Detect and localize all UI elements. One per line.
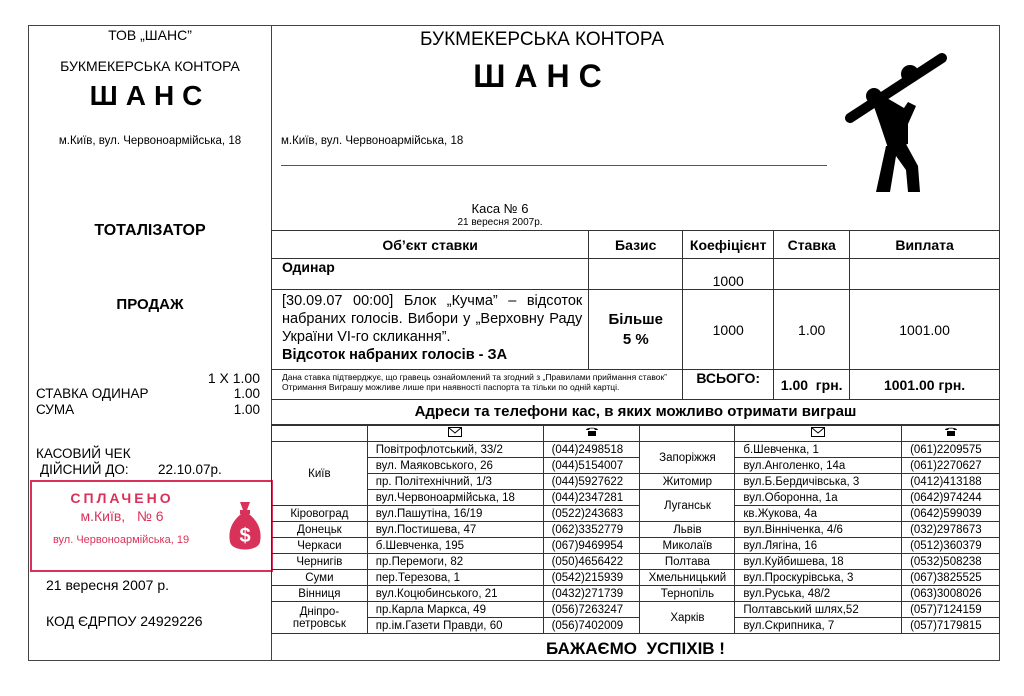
col-payout: Виплата [850, 231, 1000, 259]
phone-cell: (0642)599039 [902, 506, 1000, 522]
address-cell: б.Шевченка, 195 [367, 538, 543, 554]
phone-cell: (0532)508238 [902, 554, 1000, 570]
address-cell: вул.Червоноармійська, 18 [367, 490, 543, 506]
phone-cell: (0512)360379 [902, 538, 1000, 554]
phone-cell: (056)7402009 [543, 618, 640, 634]
phone-cell: (044)5927622 [543, 474, 640, 490]
bet-table [271, 230, 1000, 400]
bet-event-detail: Відсоток набраних голосів - ЗА [282, 347, 508, 363]
address-cell: вул. Маяковського, 26 [367, 458, 543, 474]
address-row [272, 618, 1000, 634]
total-label: ВСЬОГО: [683, 370, 774, 400]
phone-cell: (0432)271739 [543, 586, 640, 602]
city-name: Луганськ [640, 490, 735, 522]
bet-coef: 1000 [683, 290, 774, 370]
phone-cell: (063)3008026 [902, 586, 1000, 602]
header-rule [281, 165, 827, 166]
baseball-player-icon [842, 46, 962, 196]
address-cell: пр.Перемоги, 82 [367, 554, 543, 570]
address-row [272, 474, 1000, 490]
left-date: 21 вересня 2007 р. [46, 577, 170, 593]
header-date: 21 вересня 2007р. [457, 217, 543, 228]
address-cell: вул.Пашутіна, 16/19 [367, 506, 543, 522]
stamp-address: вул. Червоноармійська, 19 [52, 534, 190, 546]
bet-type-stake [774, 259, 850, 290]
col-basis: Базис [589, 231, 683, 259]
address-row [272, 602, 1000, 618]
city-name: Київ [272, 442, 368, 506]
sum-label: СУМА [36, 402, 75, 417]
addresses-title: Адреси та телефони кас, в яких можливо отримати виграш [414, 403, 857, 420]
left-company: ТОВ „ШАНС” [108, 27, 192, 43]
address-header-cell [272, 426, 368, 442]
address-cell: б.Шевченка, 1 [735, 442, 902, 458]
cash-desk: Каса № 6 [471, 201, 529, 216]
bet-type: Одинар [272, 259, 589, 290]
address-row [272, 506, 1000, 522]
multiplier: 1 X 1.00 [207, 370, 260, 386]
svg-text:$: $ [239, 525, 251, 547]
address-cell: вул.Вінніченка, 4/6 [735, 522, 902, 538]
address-row [272, 554, 1000, 570]
header-brand: ШАНС [473, 58, 611, 94]
phone-cell: (057)7124159 [902, 602, 1000, 618]
phone-cell: (050)4656422 [543, 554, 640, 570]
city-name: Тернопіль [640, 586, 735, 602]
left-office: БУКМЕКЕРСЬКА КОНТОРА [60, 58, 240, 74]
address-cell: вул.Постишева, 47 [367, 522, 543, 538]
left-address: м.Київ, вул. Червоноармійська, 18 [58, 135, 242, 147]
bet-type-basis [589, 259, 683, 290]
address-cell: Полтавський шлях,52 [735, 602, 902, 618]
col-coef: Коефіцієнт [683, 231, 774, 259]
header-address: м.Київ, вул. Червоноармійська, 18 [281, 135, 464, 147]
address-cell: вул.Оборонна, 1а [735, 490, 902, 506]
paid-stamp [30, 480, 273, 572]
valid-label: ДІЙСНИЙ ДО: [40, 462, 129, 477]
envelope-icon [367, 426, 543, 442]
address-cell: вул.Куйбишева, 18 [735, 554, 902, 570]
bet-stake: 1.00 [774, 290, 850, 370]
bet-payout: 1001.00 [850, 290, 1000, 370]
stamp-city-number: м.Київ, № 6 [80, 508, 164, 524]
totalizator-label: ТОТАЛІЗАТОР [94, 222, 206, 239]
money-bag-icon [228, 500, 262, 556]
bet-basis: Більше 5 % [589, 290, 683, 370]
footer-wish: БАЖАЄМО УСПІХІВ ! [546, 639, 725, 658]
address-row [272, 442, 1000, 458]
total-stake: 1.00 грн. [774, 370, 850, 400]
bet-type-payout [850, 259, 1000, 290]
phone-cell: (062)3352779 [543, 522, 640, 538]
total-payout: 1001.00 грн. [850, 370, 1000, 400]
city-name: Хмельницький [640, 570, 735, 586]
address-cell: вул.Коцюбинського, 21 [367, 586, 543, 602]
phone-cell: (0642)974244 [902, 490, 1000, 506]
city-name: Дніпро-петровськ [272, 602, 368, 634]
bet-event-cell [272, 290, 589, 370]
phone-cell: (056)7263247 [543, 602, 640, 618]
address-header-cell [640, 426, 735, 442]
city-name: Донецьк [272, 522, 368, 538]
phone-cell: (061)2209575 [902, 442, 1000, 458]
bet-disclaimer: Дана ставка підтверджує, що гравець ознайомлений та згодний з „Правилами приймання ставок” Отримання Виграшу можливе лише при наявності паспорта та тільки по одній картці. [272, 370, 683, 400]
stamp-paid: СПЛАЧЕНО [70, 490, 174, 506]
address-cell: вул.Скрипника, 7 [735, 618, 902, 634]
phone-cell: (044)2347281 [543, 490, 640, 506]
address-cell: пер.Терезова, 1 [367, 570, 543, 586]
city-name: Чернигів [272, 554, 368, 570]
sum-value: 1.00 [233, 402, 260, 417]
phone-cell: (067)3825525 [902, 570, 1000, 586]
phone-cell: (0522)243683 [543, 506, 640, 522]
city-name: Кіровоград [272, 506, 368, 522]
address-cell: вул.Лягіна, 16 [735, 538, 902, 554]
address-cell: пр. Політехнічний, 1/3 [367, 474, 543, 490]
city-name: Вінниця [272, 586, 368, 602]
telephone-icon [902, 426, 1000, 442]
phone-cell: (057)7179815 [902, 618, 1000, 634]
phone-cell: (061)2270627 [902, 458, 1000, 474]
address-row [272, 490, 1000, 506]
address-row [272, 458, 1000, 474]
address-row [272, 570, 1000, 586]
address-cell: вул.Б.Бердичівська, 3 [735, 474, 902, 490]
left-brand: ШАНС [89, 80, 211, 111]
bet-type-coef: 1000 [683, 259, 774, 290]
col-object: Об’єкт ставки [272, 231, 589, 259]
address-cell: кв.Жукова, 4а [735, 506, 902, 522]
phone-cell: (044)5154007 [543, 458, 640, 474]
city-name: Житомир [640, 474, 735, 490]
phone-cell: (044)2498518 [543, 442, 640, 458]
phone-cell: (067)9469954 [543, 538, 640, 554]
city-name: Полтава [640, 554, 735, 570]
envelope-icon [735, 426, 902, 442]
address-cell: Повітрофлотський, 33/2 [367, 442, 543, 458]
phone-cell: (0412)413188 [902, 474, 1000, 490]
address-cell: вул.Анголенко, 14а [735, 458, 902, 474]
telephone-icon [543, 426, 640, 442]
address-cell: вул.Проскурівська, 3 [735, 570, 902, 586]
city-name: Черкаси [272, 538, 368, 554]
edrpou-code: КОД ЄДРПОУ 24929226 [46, 613, 203, 629]
address-row [272, 538, 1000, 554]
city-name: Львів [640, 522, 735, 538]
city-name: Миколаїв [640, 538, 735, 554]
valid-date: 22.10.07р. [158, 462, 222, 477]
addresses-table [271, 425, 1000, 634]
city-name: Суми [272, 570, 368, 586]
sale-label: ПРОДАЖ [116, 296, 184, 313]
address-cell: пр.Карла Маркса, 49 [367, 602, 543, 618]
receipt-label: КАСОВИЙ ЧЕК [36, 446, 131, 461]
address-cell: вул.Руська, 48/2 [735, 586, 902, 602]
address-row [272, 586, 1000, 602]
phone-cell: (032)2978673 [902, 522, 1000, 538]
address-cell: пр.ім.Газети Правди, 60 [367, 618, 543, 634]
city-name: Харків [640, 602, 735, 634]
stake-label: СТАВКА ОДИНАР [36, 386, 149, 401]
header-office: БУКМЕКЕРСЬКА КОНТОРА [419, 29, 665, 50]
col-stake: Ставка [774, 231, 850, 259]
address-row [272, 522, 1000, 538]
stake-value: 1.00 [233, 386, 260, 401]
city-name: Запоріжжя [640, 442, 735, 474]
phone-cell: (0542)215939 [543, 570, 640, 586]
bet-event: [30.09.07 00:00] Блок „Кучма” – відсоток набраних голосів. Вибори у „Верховну Раду України VI-го скликання”. [282, 293, 583, 345]
